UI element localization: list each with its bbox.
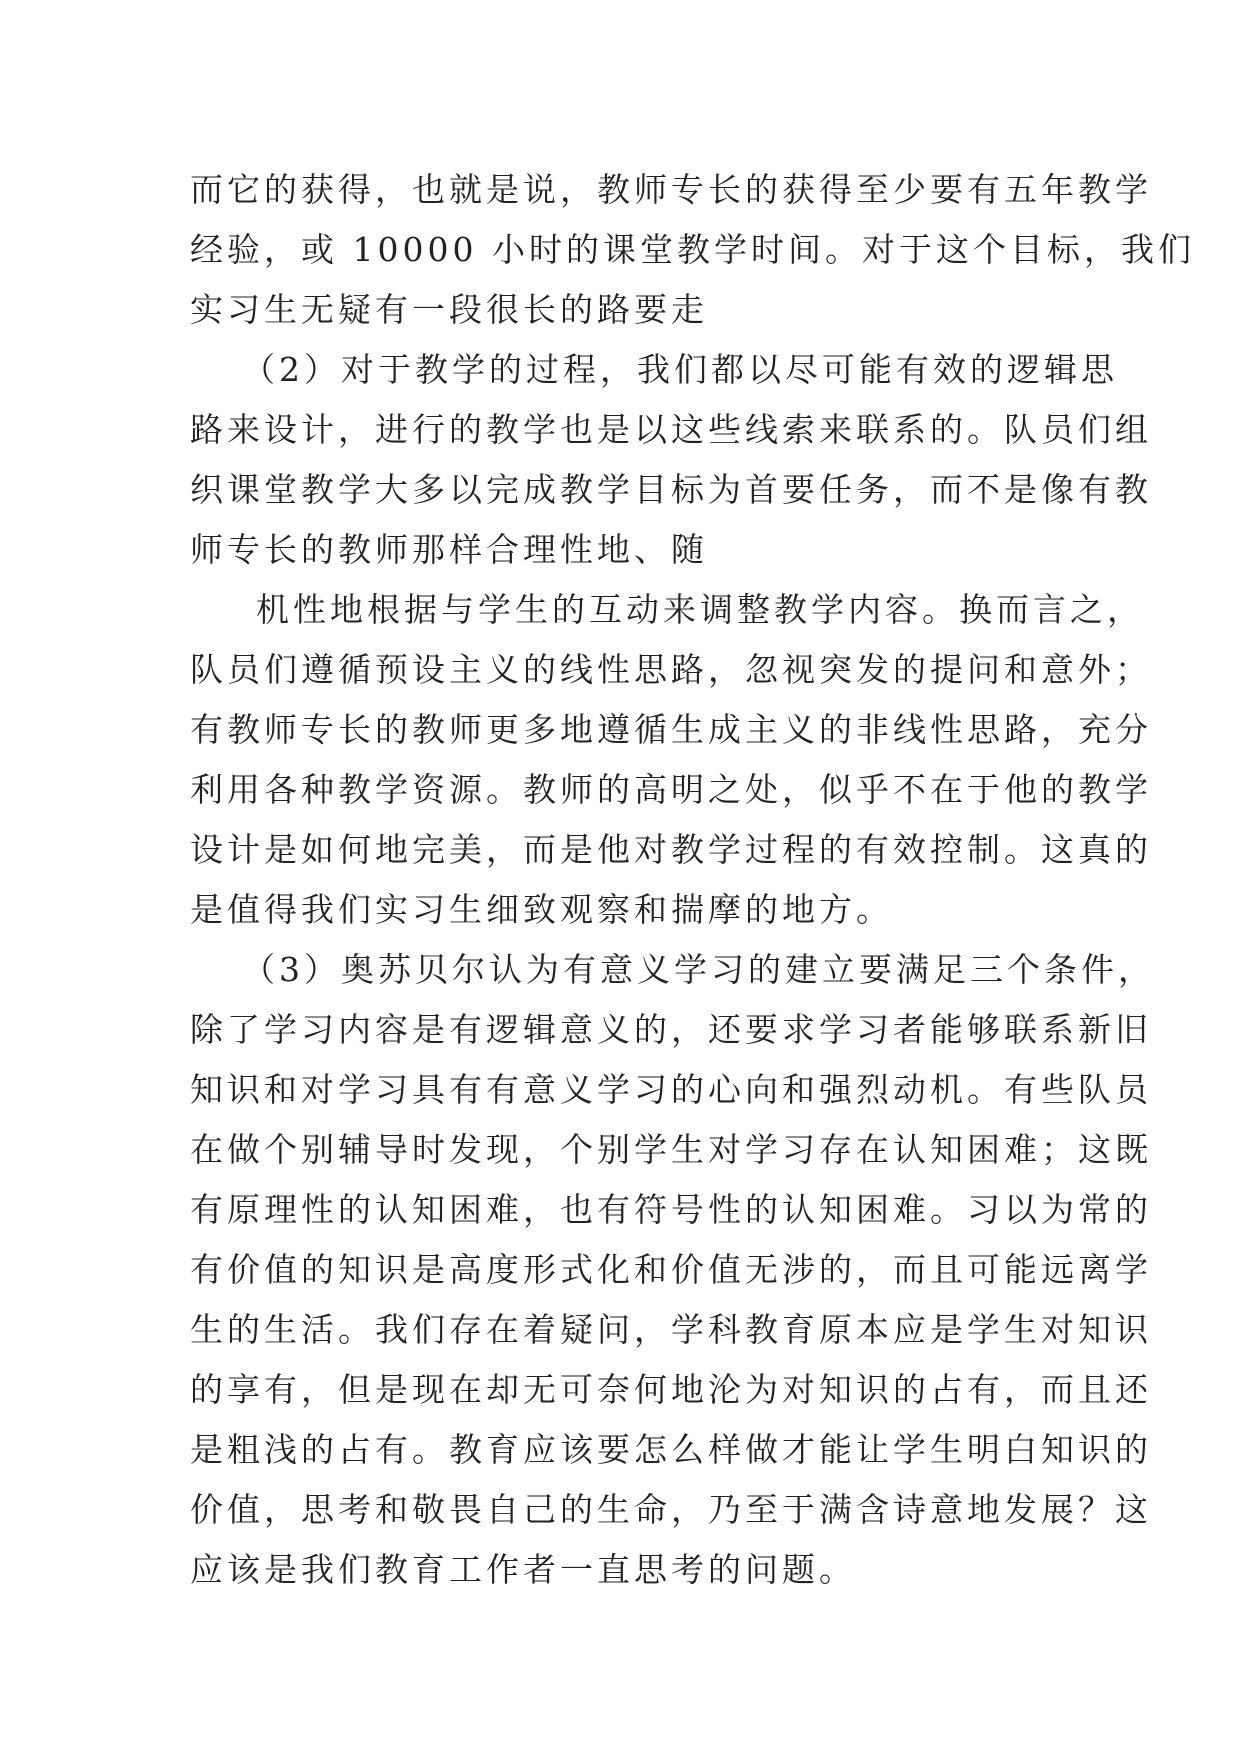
- text-line: 是粗浅的占有。教育应该要怎么样做才能让学生明白知识的: [190, 1430, 1152, 1469]
- text-line: 价值，思考和敬畏自己的生命，乃至于满含诗意地发展？这: [190, 1490, 1152, 1529]
- text-line: 是值得我们实习生细致观察和揣摩的地方。: [190, 890, 893, 929]
- text-line: 实习生无疑有一段很长的路要走: [190, 290, 708, 329]
- text-line: 师专长的教师那样合理性地、随: [190, 530, 708, 569]
- text-line: 生的生活。我们存在着疑问，学科教育原本应是学生对知识: [190, 1310, 1152, 1349]
- text-line: 在做个别辅导时发现，个别学生对学习存在认知困难；这既: [190, 1130, 1152, 1169]
- paragraph-2-start: （2）对于教学的过程，我们都以尽可能有效的逻辑思: [242, 350, 1118, 389]
- text-line: 利用各种教学资源。教师的高明之处，似乎不在于他的教学: [190, 770, 1152, 809]
- text-line: 而它的获得，也就是说，教师专长的获得至少要有五年教学: [190, 170, 1152, 209]
- paragraph-continuation-start: 机性地根据与学生的互动来调整教学内容。换而言之，: [256, 590, 1144, 629]
- text-line: 应该是我们教育工作者一直思考的问题。: [190, 1550, 856, 1589]
- text-line: 知识和对学习具有有意义学习的心向和强烈动机。有些队员: [190, 1070, 1152, 1109]
- text-line: 路来设计，进行的教学也是以这些线索来联系的。队员们组: [190, 410, 1152, 449]
- text-line: 的享有，但是现在却无可奈何地沦为对知识的占有，而且还: [190, 1370, 1152, 1409]
- text-line: 经验，或 10000 小时的课堂教学时间。对于这个目标，我们: [190, 230, 1195, 269]
- text-line: 设计是如何地完美，而是他对教学过程的有效控制。这真的: [190, 830, 1152, 869]
- text-line: 有价值的知识是高度形式化和价值无涉的，而且可能远离学: [190, 1250, 1152, 1289]
- document-body: [190, 160, 1195, 1600]
- text-line: 有教师专长的教师更多地遵循生成主义的非线性思路，充分: [190, 710, 1152, 749]
- text-line: 除了学习内容是有逻辑意义的，还要求学习者能够联系新旧: [190, 1010, 1152, 1049]
- text-line: 有原理性的认知困难，也有符号性的认知困难。习以为常的: [190, 1190, 1152, 1229]
- paragraph-3-start: （3）奥苏贝尔认为有意义学习的建立要满足三个条件，: [242, 950, 1155, 989]
- text-line: 织课堂教学大多以完成教学目标为首要任务，而不是像有教: [190, 470, 1152, 509]
- text-line: 队员们遵循预设主义的线性思路，忽视突发的提问和意外；: [190, 650, 1152, 689]
